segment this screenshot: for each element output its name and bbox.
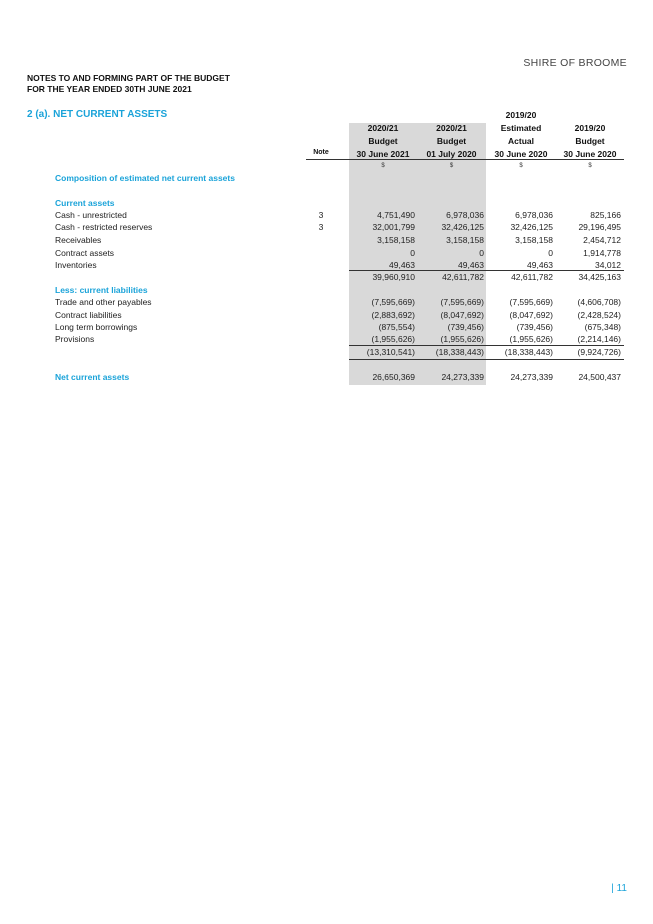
cell-value: 3,158,158	[377, 235, 415, 245]
cell-value: (1,955,626)	[440, 334, 484, 344]
column-group-header: 2019/20	[505, 110, 537, 120]
c1-line2: Budget	[368, 136, 398, 146]
cell-value: 49,463	[389, 260, 415, 270]
cell-value: 6,978,036	[515, 210, 553, 220]
c2-line3: 01 July 2020	[426, 149, 477, 159]
cell-value: (2,428,524)	[577, 310, 621, 320]
cell-value: (2,214,146)	[577, 334, 621, 344]
cell-value: 49,463	[527, 260, 553, 270]
currency-label: $	[588, 163, 592, 169]
cell-value: 42,611,782	[511, 272, 553, 282]
cell-value: 2,454,712	[583, 235, 621, 245]
total-rule	[349, 359, 624, 360]
row-label: Cash - restricted reserves	[55, 222, 153, 232]
column-header-budget-2021	[349, 122, 417, 161]
current-assets-heading: Current assets	[55, 198, 115, 208]
cell-value: 32,001,799	[372, 222, 415, 232]
cell-value: 32,426,125	[441, 222, 484, 232]
c2-line2: Budget	[436, 136, 467, 146]
document-header	[27, 73, 230, 94]
row-label: Cash - unrestricted	[55, 210, 127, 220]
row-label: Provisions	[55, 334, 95, 344]
c3-line3: 30 June 2020	[494, 149, 548, 159]
c2-line1: 2020/21	[436, 123, 467, 133]
column-header-budget-july	[417, 122, 486, 161]
row-note: 3	[318, 210, 324, 220]
header-line-2: FOR THE YEAR ENDED 30TH JUNE 2021	[27, 83, 192, 94]
cell-value: 34,425,163	[578, 272, 621, 282]
row-label: Long term borrowings	[55, 322, 138, 332]
cell-value: (739,456)	[516, 322, 553, 332]
cell-value: 6,978,036	[446, 210, 484, 220]
cell-value: (18,338,443)	[504, 347, 553, 357]
row-label: Inventories	[55, 260, 97, 270]
cell-value: (1,955,626)	[509, 334, 553, 344]
cell-value: 24,500,437	[578, 372, 621, 382]
net-current-assets-label: Net current assets	[55, 372, 130, 382]
row-note: 3	[318, 222, 324, 232]
cell-value: 39,960,910	[372, 272, 415, 282]
currency-label: $	[519, 163, 523, 169]
c1-line1: 2020/21	[367, 123, 399, 133]
header-rule	[306, 159, 624, 160]
cell-value: 32,426,125	[510, 222, 553, 232]
subtotal-rule	[349, 270, 624, 271]
composition-heading: Composition of estimated net current assets	[55, 173, 235, 183]
c3-line2: Actual	[508, 136, 534, 146]
cell-value: (18,338,443)	[435, 347, 484, 357]
cell-value: (675,348)	[584, 322, 621, 332]
cell-value: 24,273,339	[510, 372, 553, 382]
cell-value: (739,456)	[447, 322, 484, 332]
cell-value: (8,047,692)	[509, 310, 553, 320]
cell-value: 825,166	[590, 210, 621, 220]
cell-value: (7,595,669)	[371, 297, 415, 307]
page-number: | 11	[611, 883, 627, 894]
cell-value: 0	[479, 248, 484, 258]
note-column-header: Note	[313, 149, 329, 156]
row-label: Trade and other payables	[55, 297, 152, 307]
cell-value: (2,883,692)	[371, 310, 415, 320]
cell-value: 29,196,495	[578, 222, 621, 232]
c3-line1: Estimated	[500, 123, 542, 133]
liabilities-heading: Less: current liabilities	[55, 285, 148, 295]
cell-value: 49,463	[458, 260, 484, 270]
c4-line3: 30 June 2020	[563, 149, 617, 159]
cell-value: (7,595,669)	[440, 297, 484, 307]
row-label: Receivables	[55, 235, 102, 245]
cell-value: 1,914,778	[583, 248, 621, 258]
cell-value: 34,012	[595, 260, 621, 270]
cell-value: 0	[548, 248, 553, 258]
row-label: Contract liabilities	[55, 310, 122, 320]
subtotal-rule	[349, 345, 624, 346]
header-line-1: NOTES TO AND FORMING PART OF THE BUDGET	[27, 73, 230, 83]
cell-value: (9,924,726)	[577, 347, 621, 357]
cell-value: (4,606,708)	[577, 297, 621, 307]
c1-line3: 30 June 2021	[356, 149, 410, 159]
column-header-estimated-actual	[486, 122, 556, 161]
cell-value: 0	[410, 248, 415, 258]
section-title: 2 (a). NET CURRENT ASSETS	[27, 109, 168, 120]
cell-value: 24,273,339	[441, 372, 484, 382]
c4-line1: 2019/20	[574, 123, 606, 133]
cell-value: (13,310,541)	[366, 347, 415, 357]
cell-value: 3,158,158	[446, 235, 484, 245]
column-header-budget-2020	[556, 122, 624, 161]
c4-line2: Budget	[575, 136, 605, 146]
cell-value: 4,751,490	[377, 210, 415, 220]
cell-value: 3,158,158	[515, 235, 553, 245]
currency-label: $	[381, 163, 385, 169]
organisation-name: SHIRE OF BROOME	[523, 57, 627, 69]
row-label: Contract assets	[55, 248, 115, 258]
currency-label: $	[449, 163, 454, 169]
cell-value: (875,554)	[378, 322, 415, 332]
cell-value: (1,955,626)	[371, 334, 415, 344]
cell-value: (7,595,669)	[509, 297, 553, 307]
cell-value: (8,047,692)	[440, 310, 484, 320]
cell-value: 26,650,369	[372, 372, 415, 382]
cell-value: 42,611,782	[442, 272, 484, 282]
